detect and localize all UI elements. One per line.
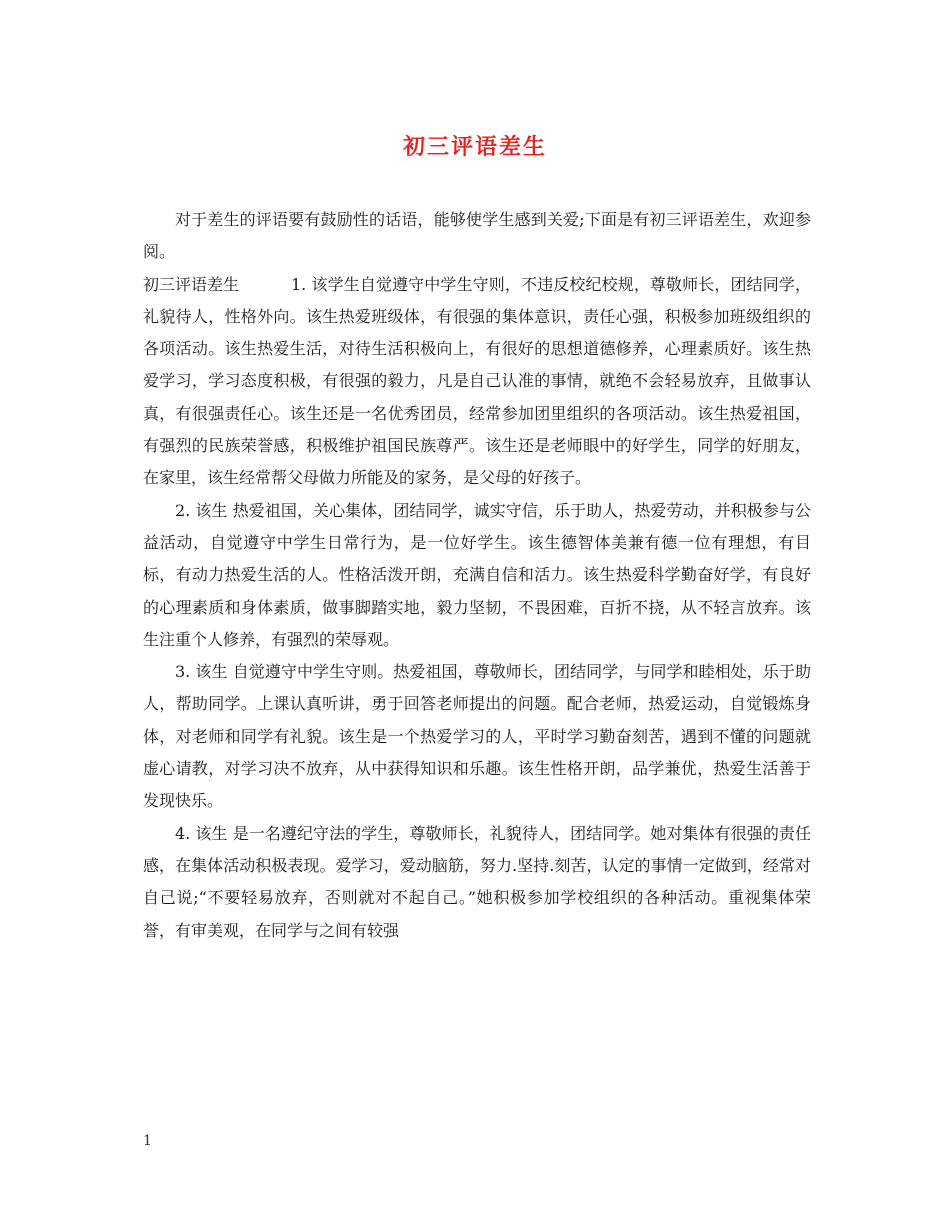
intro-paragraph: 对于差生的评语要有鼓励性的话语，能够使学生感到关爱;下面是有初三评语差生，欢迎参阅。	[143, 210, 811, 262]
item-3-paragraph: 3. 该生 自觉遵守中学生守则。热爱祖国，尊敬师长，团结同学，与同学和睦相处，乐于助人，帮助同学。上课认真听讲，勇于回答老师提出的问题。配合老师，热爱运动，自觉锻炼身体，对老师和同学有礼貌。该生是一个热爱学习的人，平时学习勤奋刻苦，遇到不懂的问题就虚心请教，对学习决不放弃，从中获得知识和乐趣。该生性格开朗，品学兼优，热爱生活善于发现快乐。	[143, 662, 811, 811]
item-1-paragraph	[143, 269, 811, 495]
item-2-paragraph: 2. 该生 热爱祖国，关心集体，团结同学，诚实守信，乐于助人，热爱劳动，并积极参与公益活动，自觉遵守中学生日常行为，是一位好学生。该生德智体美兼有德一位有理想，有目标，有动力热爱生活的人。性格活泼开朗，充满自信和活力。该生热爱科学勤奋好学，有良好的心理素质和身体素质，做事脚踏实地，毅力坚韧，不畏困难，百折不挠，从不轻言放弃。该生注重个人修养，有强烈的荣辱观。	[143, 500, 811, 649]
item-1-text: 1. 该学生自觉遵守中学生守则，不违反校纪校规，尊敬师长，团结同学，礼貌待人，性格外向。该生热爱班级体，有很强的集体意识，责任心强，积极参加班级组织的各项活动。该生热爱生活，对待生活积极向上，有很好的思想道德修养，心理素质好。该生热爱学习，学习态度积极，有很强的毅力，凡是自己认准的事情，就绝不会轻易放弃，且做事认真，有很强责任心。该生还是一名优秀团员，经常参加团里组织的各项活动。该生热爱祖国，有强烈的民族荣誉感，积极维护祖国民族尊严。该生还是老师眼中的好学生，同学的好朋友，在家里，该生经常帮父母做力所能及的家务，是父母的好孩子。	[143, 274, 811, 488]
document-body	[143, 204, 811, 947]
page-number: 1	[143, 1133, 152, 1149]
item-1-label: 初三评语差生	[143, 274, 240, 294]
item-4-paragraph: 4. 该生 是一名遵纪守法的学生，尊敬师长，礼貌待人，团结同学。她对集体有很强的责任感，在集体活动积极表现。爱学习，爱动脑筋，努力.坚持.刻苦，认定的事情一定做到，经常对自己说;“不要轻易放弃，否则就对不起自己。”她积极参加学校组织的各种活动。重视集体荣誉，有审美观，在同学与之间有较强	[143, 823, 811, 940]
document-title: 初三评语差生	[402, 134, 547, 160]
